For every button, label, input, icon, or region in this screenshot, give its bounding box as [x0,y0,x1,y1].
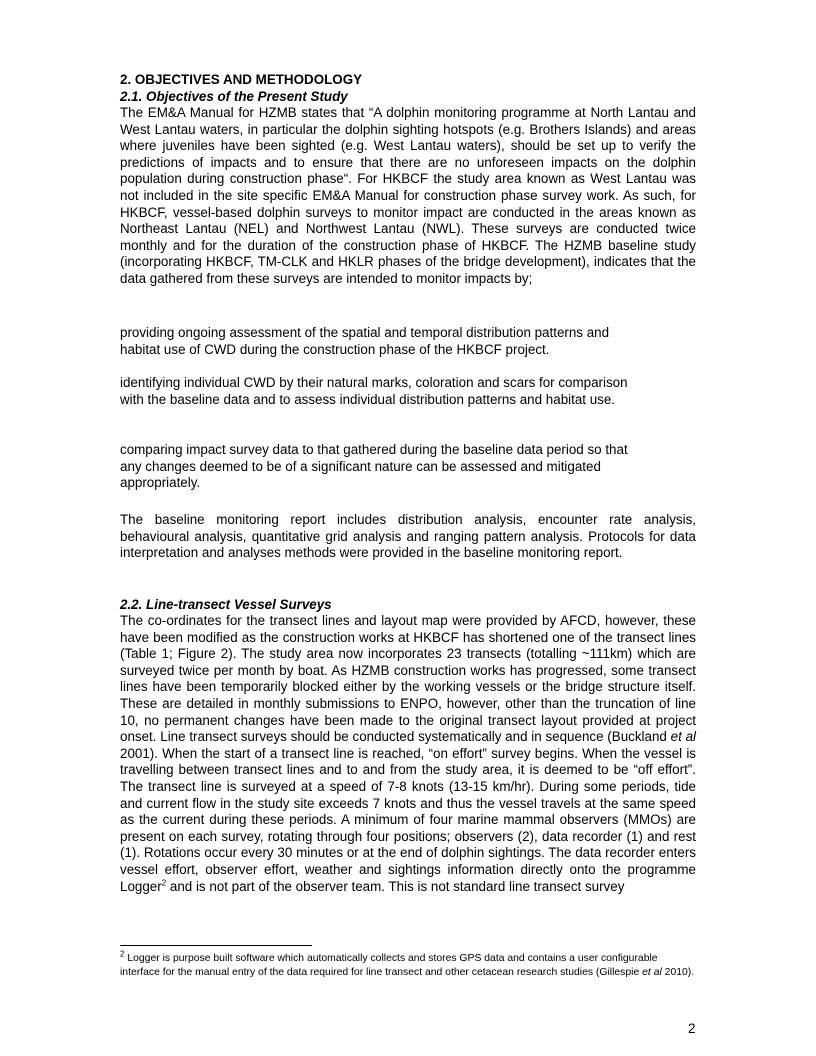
et-al-citation: et al [670,729,696,745]
line-transect-paragraph: The co-ordinates for the transect lines and layout map were provided by AFCD, however, these have been modified as the construction works at HKBCF has shortened one of the transect lines (Table 1; Figure 2). The study area now incorporates 23 transects (totalling ~111km) which are surveyed twice per month by boat. As HZMB construction works has progressed, some transect lines have been temporarily blocked either by the working vessels or the bridge structure itself. These are detailed in monthly submissions to ENPO, however, other than the truncation of line 10, no permanent changes have been made to the original transect layout provided at project onset. Line transect surveys should be conducted systematically and in sequence (Buckland et al 2001). When the start of a transect line is reached, “on effort” survey begins. When the vessel is travelling between transect lines and to and from the study area, it is deemed to be “off effort”. The transect line is surveyed at a speed of 7-8 knots (13-15 km/hr). During some periods, tide and current flow in the study site exceeds 7 knots and thus the vessel travels at the same speed as the current during these periods. A minimum of four marine mammal observers (MMOs) are present on each survey, rotating through four positions; observers (2), data recorder (1) and rest (1). Rotations occur every 30 minutes or at the end of dolphin sightings. The data recorder enters vessel effort, observer effort, weather and sightings information directly onto the programme Logger$^2$ and is not part of the observer team. This is not standard line transect survey [120,613,696,894]
objectives-paragraph: The EM&A Manual for HZMB states that “A dolphin monitoring programme at North Lantau and West Lantau waters, in particular the dolphin sighting hotspots (e.g. Brothers Islands) and areas where juveniles have been sighted (e.g. West Lantau waters), should be set up to verify the predictions of impacts and to ensure that there are no unforeseen impacts on the dolphin population during construction phase“. For HKBCF the study area known as West Lantau was not included in the site specific EM&A Manual for construction phase survey work. As such, for HKBCF, vessel-based dolphin surveys to monitor impact are conducted in the areas known as Northeast Lantau (NEL) and Northwest Lantau (NWL). These surveys are conducted twice monthly and for the duration of the construction phase of HKBCF. The HZMB baseline study (incorporating HKBCF, TM-CLK and HKLR phases of the bridge development), indicates that the data gathered from these surveys are intended to monitor impacts by; [120,105,696,286]
objective-item-2: identifying individual CWD by their natural marks, coloration and scars for comparison with the baseline data and to assess individual distribution patterns and habitat use. [120,375,628,407]
baseline-paragraph: The baseline monitoring report includes distribution analysis, encounter rate analysis, behavioural analysis, quantitative grid analysis and ranging pattern analysis. Protocols for data interpretation and analyses methods were provided in the baseline monitoring report. [120,512,696,561]
footnote-reference: 2 [161,878,167,888]
subsection-heading-objectives: 2.1. Objectives of the Present Study [120,89,348,104]
footnote-number: 2 [120,949,125,959]
page-number: 2 [688,1021,696,1036]
section-heading: 2. OBJECTIVES AND METHODOLOGY [120,72,363,87]
footnote-separator [120,945,312,946]
objective-item-1: providing ongoing assessment of the spatial and temporal distribution patterns and habitat use of CWD during the construction phase of the HKBCF project. [120,325,610,357]
footnote: $^2$ Logger is purpose built software which automatically collects and stores GPS data and contains a user configurable interface for the manual entry of the data required for line transect and other cetacean research studies (Gillespie et al 2010). [120,949,695,978]
subsection-heading-line-transect: 2.2. Line-transect Vessel Surveys [120,597,332,612]
footnote-et-al: et al [642,966,662,978]
objective-item-3: comparing impact survey data to that gathered during the baseline data period so that any changes deemed to be of a significant nature can be assessed and mitigated appropriately. [120,442,628,491]
